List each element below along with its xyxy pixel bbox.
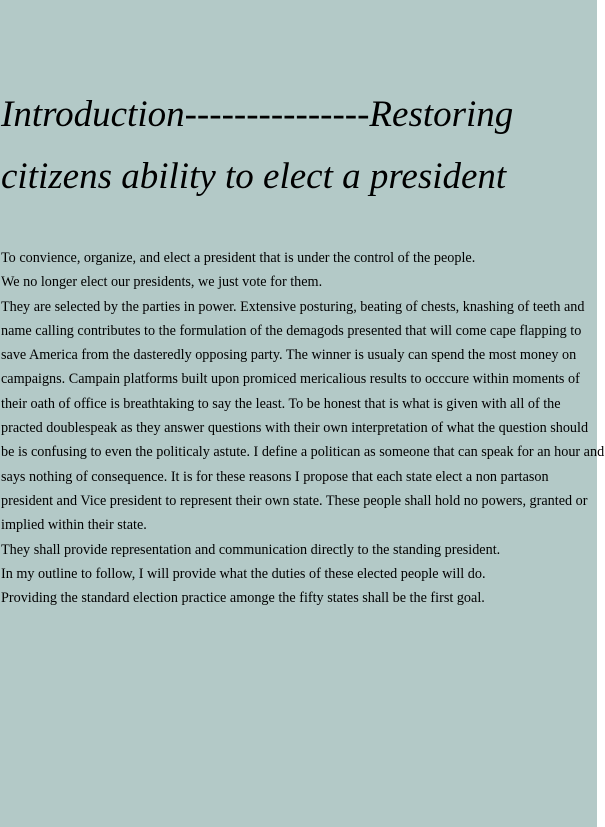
text-line: Providing the standard election practice amonge the fifty states shall be the first goal. [1,590,485,607]
title-line: Introduction---------------Restoring [1,94,514,135]
text-line: name calling contributes to the formulation of the demagods presented that will come cape flapping to [1,322,582,339]
text-line: their oath of office is breathtaking to say the least. To be honest that is what is given with all of the [1,395,561,412]
text-line: says nothing of consequence. It is for these reasons I propose that each state elect a non partason [1,468,549,485]
text-line: In my outline to follow, I will provide what the duties of these elected people will do. [1,565,486,582]
text-line: campaigns. Campain platforms built upon promiced mericalious results to occcure within moments of [1,371,580,388]
text-line: be is confusing to even the politicaly astute. I define a politican as someone that can speak for an hour and [1,444,605,461]
text-line: practed doublespeak as they answer questions with their own interpretation of what the question should [1,420,589,437]
text-line: They shall provide representation and communication directly to the standing president. [1,541,501,558]
document-body [1,246,605,610]
text-line: save America from the dasteredly opposing party. The winner is usualy can spend the most money on [1,347,577,364]
text-line: president and Vice president to represent their own state. These people shall hold no powers, granted or [1,492,588,509]
text-line: We no longer elect our presidents, we just vote for them. [1,274,323,291]
text-line: implied within their state. [1,517,147,534]
title-line: citizens ability to elect a president [1,156,507,197]
document-title [1,84,601,208]
text-line: They are selected by the parties in power. Extensive posturing, beating of chests, knashing of teeth and [1,298,585,315]
text-line: To convience, organize, and elect a president that is under the control of the people. [1,250,476,266]
